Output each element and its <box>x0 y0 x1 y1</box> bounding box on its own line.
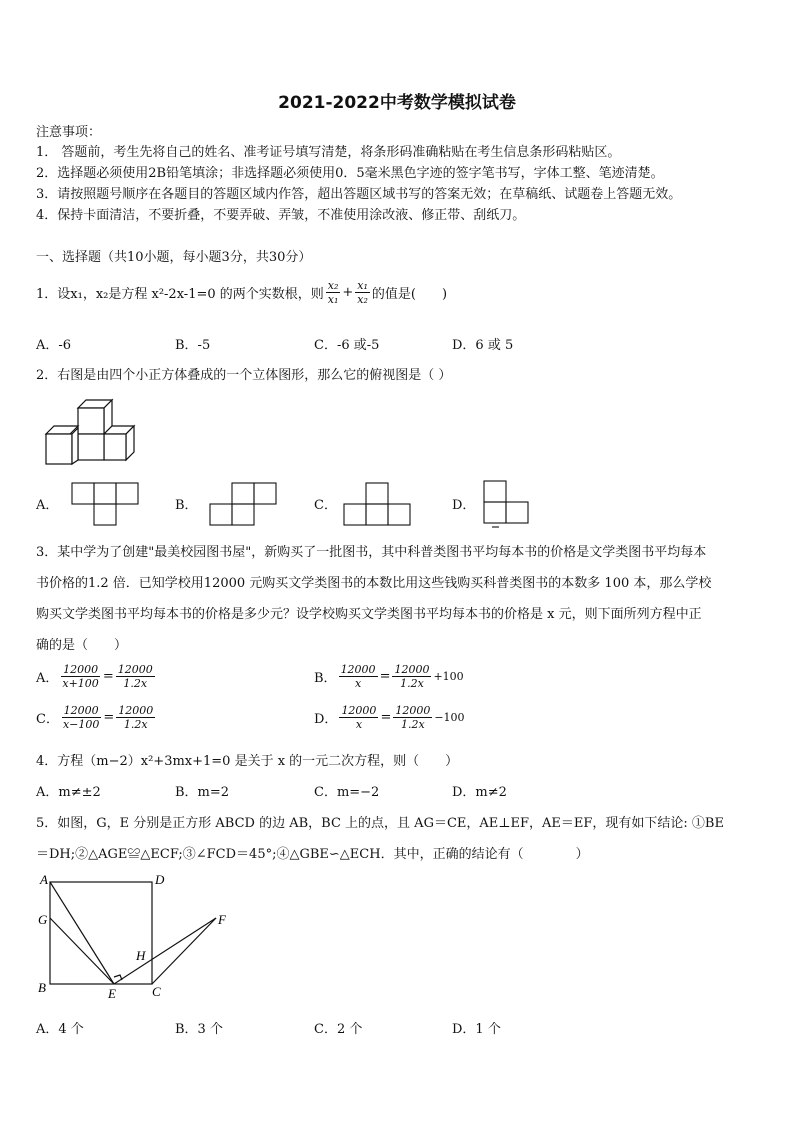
denominator: 1.2x <box>400 718 425 731</box>
denominator: x <box>354 677 362 690</box>
q2-option-b[interactable]: B． <box>175 498 198 513</box>
point-label: H <box>136 948 146 963</box>
q3-option-a-label: A． <box>36 671 59 686</box>
question-4-stem: 4．方程（m−2）x²+3mx+1=0 是关于 x 的一元二次方程，则（ ） <box>36 754 459 769</box>
q3-option-c-label: C． <box>36 712 59 727</box>
q4-option-c[interactable]: C．m=−2 <box>314 785 380 800</box>
segment-ef <box>114 918 216 984</box>
numerator: 12000 <box>394 663 430 676</box>
q2-option-b-figure[interactable] <box>208 482 280 528</box>
question-1-stem <box>36 279 447 306</box>
q3-a-left-fraction <box>60 663 100 690</box>
q1-f2-numerator: x₁ <box>357 279 368 292</box>
q3-option-d[interactable] <box>314 704 465 731</box>
q4-option-d[interactable]: D．m≠2 <box>452 785 507 800</box>
q1-fraction-2 <box>355 279 370 306</box>
q2-option-d-figure[interactable] <box>482 480 532 530</box>
q5-option-d[interactable]: D．1 个 <box>452 1022 501 1037</box>
segment-cf <box>152 918 216 984</box>
numerator: 12000 <box>340 663 376 676</box>
segment-ae <box>50 882 114 984</box>
q2-option-c[interactable]: C． <box>314 498 337 513</box>
q3-option-b-label: B． <box>314 671 337 686</box>
point-label: E <box>108 986 116 1001</box>
numerator: 12000 <box>63 663 99 676</box>
denominator: x−100 <box>62 718 100 731</box>
point-label: B <box>38 980 46 995</box>
q2-option-a[interactable]: A． <box>36 498 59 513</box>
denominator: x <box>355 718 363 731</box>
section-heading: 一、选择题（共10小题，每小题3分，共30分） <box>36 250 312 265</box>
tail: −100 <box>434 711 465 724</box>
q1-f2-denominator: x₂ <box>357 293 368 306</box>
point-label: A <box>40 872 48 887</box>
equals: = <box>103 710 115 725</box>
numerator: 12000 <box>117 663 153 676</box>
q3-d-left-fraction <box>339 704 378 731</box>
q3-b-left-fraction <box>339 663 378 690</box>
q1-option-c[interactable]: C．-6 或-5 <box>314 338 380 353</box>
q1-plus: + <box>342 285 354 300</box>
q5-option-c[interactable]: C．2 个 <box>314 1022 363 1037</box>
denominator: 1.2x <box>123 718 148 731</box>
q3-option-b[interactable] <box>314 663 464 690</box>
numerator: 12000 <box>341 704 377 717</box>
q3-option-a[interactable] <box>36 663 157 690</box>
q4-option-a[interactable]: A．m≠±2 <box>36 785 101 800</box>
square-geometry-figure <box>34 872 234 1002</box>
q3-option-c[interactable] <box>36 704 157 731</box>
page-title: 2021-2022中考数学模拟试卷 <box>278 93 516 113</box>
q1-option-d[interactable]: D．6 或 5 <box>452 338 514 353</box>
q3-a-right-fraction <box>116 663 155 690</box>
question-2-stem: 2．右图是由四个小正方体叠成的一个立体图形，那么它的俯视图是（ ） <box>36 368 452 383</box>
tail: +100 <box>433 670 464 683</box>
question-3-line: 书价格的1.2 倍．已知学校用12000 元购买文学类图书的本数比用这些钱购买科普类图书的本数多 100 本，那么学校 <box>36 576 712 591</box>
q5-option-b[interactable]: B．3 个 <box>175 1022 223 1037</box>
notice-item: 2．选择题必须使用2B铅笔填涂；非选择题必须使用0．5毫米黑色字迹的签字笔书写，字体工整、笔迹清楚。 <box>36 166 664 181</box>
q3-c-right-fraction <box>116 704 155 731</box>
denominator: 1.2x <box>123 677 148 690</box>
point-label: G <box>38 912 48 927</box>
q1-fraction-1 <box>326 279 341 306</box>
point-label: D <box>155 872 165 887</box>
q2-option-c-figure[interactable] <box>343 482 413 528</box>
notice-item: 1． 答题前，考生先将自己的姓名、准考证号填写清楚，将条形码准确粘贴在考生信息条形码粘贴区。 <box>36 145 621 160</box>
question-5-line: ＝DH;②△AGE≌△ECF;③∠FCD＝45°;④△GBE∽△ECH．其中，正确的结论有（ ） <box>36 847 589 862</box>
q1-stem-end: 的值是( ) <box>371 287 448 302</box>
question-3-line: 3．某中学为了创建"最美校园图书屋"，新购买了一批图书，其中科普类图书平均每本书的价格是文学类图书平均每本 <box>36 545 707 560</box>
point-label: C <box>152 984 161 999</box>
q1-option-a[interactable]: A．-6 <box>36 338 72 353</box>
notice-item: 3．请按照题号顺序在各题目的答题区域内作答，超出答题区域书写的答案无效；在草稿纸、试题卷上答题无效。 <box>36 187 682 202</box>
q3-option-d-label: D． <box>314 712 338 727</box>
question-5-line: 5．如图，G，E 分别是正方形 ABCD 的边 AB，BC 上的点，且 AG＝CE，AE⊥EF，AE＝EF，现有如下结论: ①BE <box>36 816 724 831</box>
q4-option-b[interactable]: B．m=2 <box>175 785 230 800</box>
q1-stem-start: 1．设x₁，x₂是方程 x²-2x-1=0 的两个实数根，则 <box>36 287 324 302</box>
equals: = <box>379 669 391 684</box>
segment-ge <box>50 918 114 984</box>
q1-option-b[interactable]: B．-5 <box>175 338 211 353</box>
numerator: 12000 <box>395 704 431 717</box>
q2-option-a-figure[interactable] <box>71 482 141 528</box>
numerator: 12000 <box>118 704 154 717</box>
cube-stack-figure <box>42 398 138 468</box>
q5-option-a[interactable]: A．4 个 <box>36 1022 84 1037</box>
denominator: 1.2x <box>400 677 424 690</box>
q3-c-left-fraction <box>61 704 101 731</box>
question-3-line: 确的是（ ） <box>36 638 128 653</box>
point-label: F <box>218 912 226 927</box>
notice-heading: 注意事项： <box>36 125 102 140</box>
q3-d-right-fraction <box>393 704 432 731</box>
q1-f1-denominator: x₁ <box>327 293 339 306</box>
numerator: 12000 <box>63 704 99 717</box>
question-3-line: 购买文学类图书平均每本书的价格是多少元？设学校购买文学类图书平均每本书的价格是 x 元，则下面所列方程中正 <box>36 607 702 622</box>
notice-item: 4．保持卡面清洁，不要折叠，不要弄破、弄皱，不准使用涂改液、修正带、刮纸刀。 <box>36 208 526 223</box>
equals: = <box>102 669 114 684</box>
equals: = <box>380 710 392 725</box>
q1-f1-numerator: x₂ <box>327 279 339 292</box>
q2-option-d[interactable]: D． <box>452 498 476 513</box>
q3-b-right-fraction <box>392 663 431 690</box>
denominator: x+100 <box>62 677 99 690</box>
